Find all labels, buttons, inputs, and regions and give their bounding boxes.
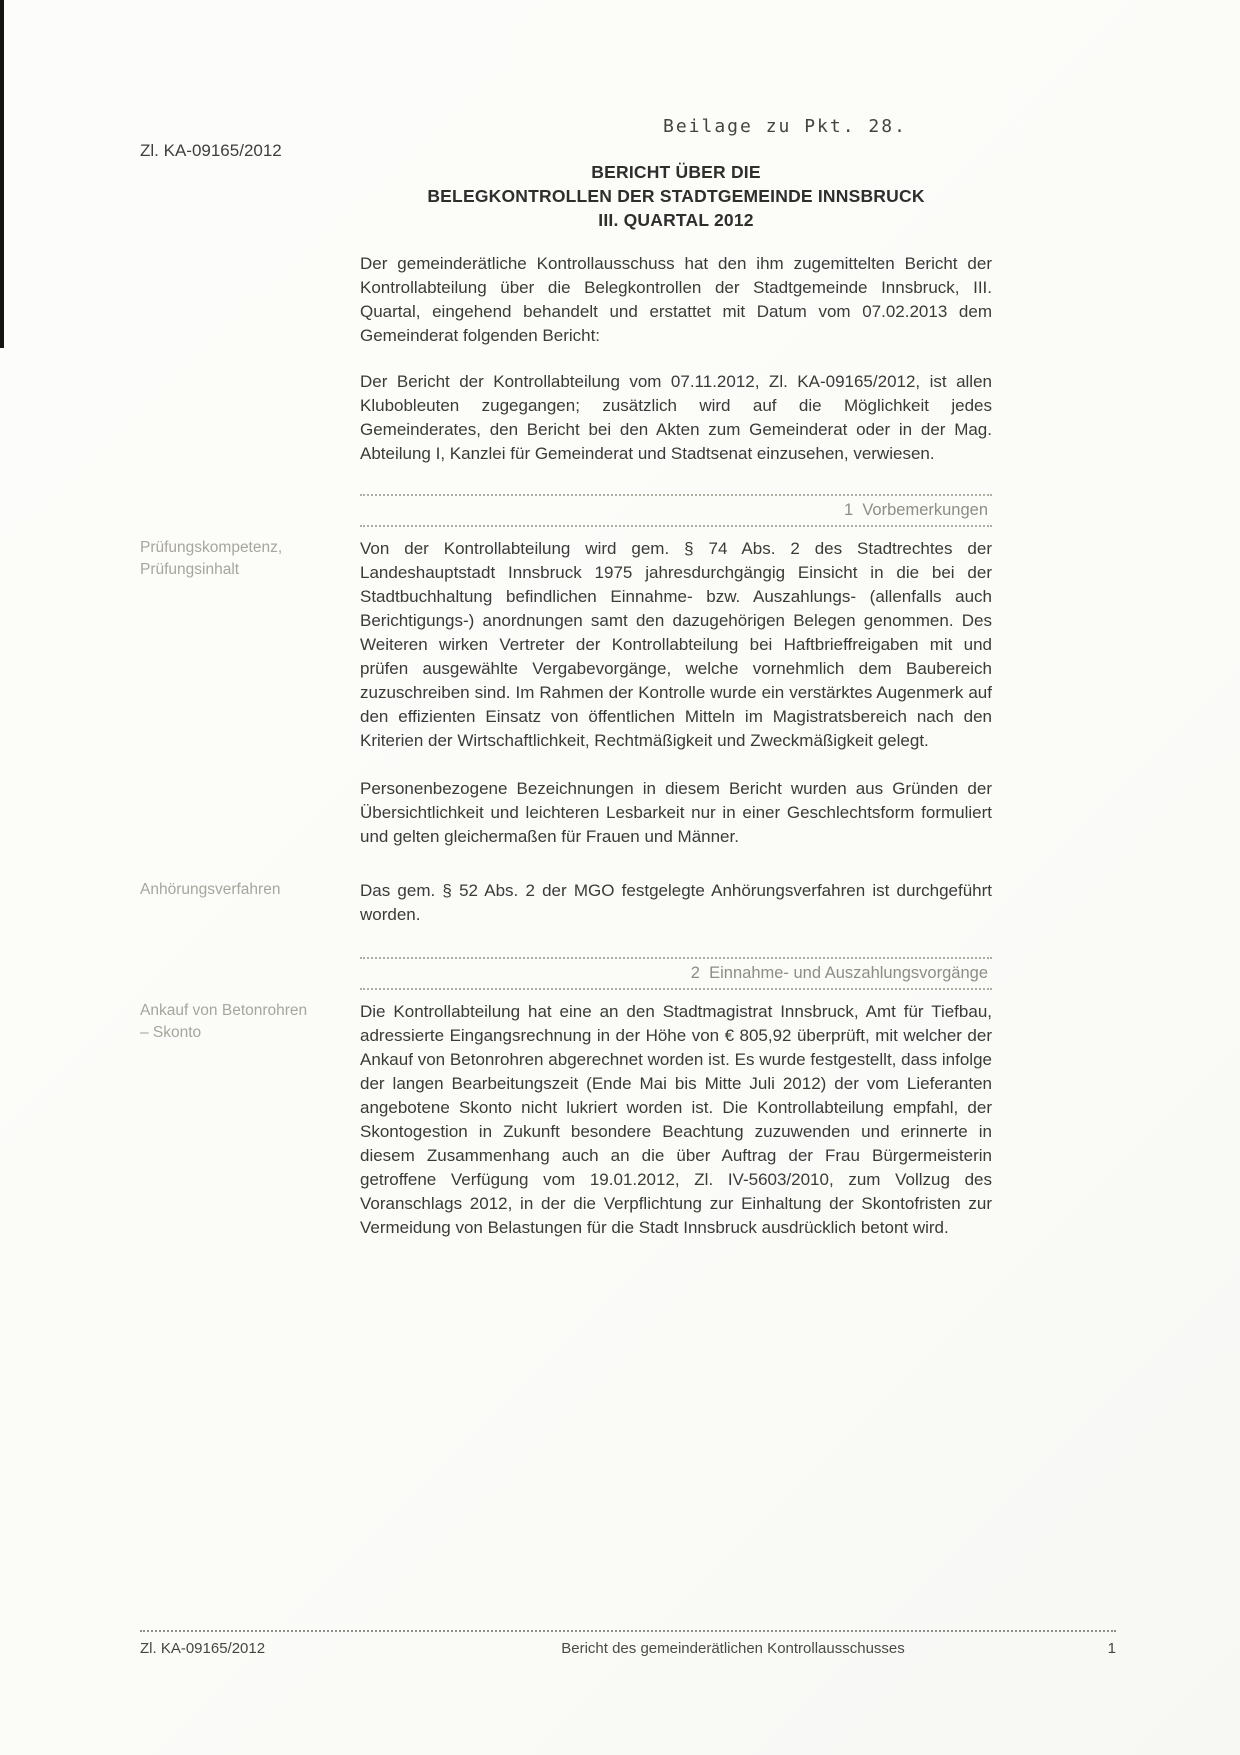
paragraph-anhoerungsverfahren: Das gem. § 52 Abs. 2 der MGO festgelegte Anhörungsverfahren ist durchgeführt worden. <box>360 881 992 924</box>
title-line-2: BELEGKONTROLLEN DER STADTGEMEINDE INNSBRUCK <box>427 186 925 206</box>
document-body <box>140 252 992 1240</box>
intro-paragraph-2: Der Bericht der Kontrollabteilung vom 07.11.2012, Zl. KA-09165/2012, ist allen Klubobleuten zugegangen; zusätzlich wird auf die Möglichkeit jedes Gemeinderates, den Bericht bei den Akten zum Gemeinderat oder in der Mag. Abteilung I, Kanzlei für Gemeinderat und Stadtsenat einzusehen, verwiesen. <box>360 372 992 463</box>
scan-artifact-line <box>0 0 4 348</box>
paragraph-betonrohren: Die Kontrollabteilung hat eine an den Stadtmagistrat Innsbruck, Amt für Tiefbau, adressierte Eingangsrechnung in der Höhe von € 805,92 überprüft, mit welcher der Ankauf von Betonrohren abgerechnet worden ist. Es wurde festgestellt, dass infolge der langen Bearbeitungszeit (Ende Mai bis Mitte Juli 2012) der vom Lieferanten angebotene Skonto nicht lukriert worden ist. Die Kontrollabteilung empfahl, der Skontogestion in Zukunft besondere Beachtung zuzuwenden und erinnerte in diesem Zusammenhang auch an die über Auftrag der Frau Bürgermeisterin getroffene Verfügung vom 19.01.2012, Zl. IV-5603/2010, zum Vollzug des Voranschlags 2012, in der die Verpflichtung zur Einhaltung der Skontofristen zur Vermeidung von Belastungen für die Stadt Innsbruck ausdrücklich betont wird. <box>360 1002 992 1237</box>
section-2-heading-text: 2 Einnahme- und Auszahlungsvorgänge <box>360 959 992 990</box>
footer-page-number: 1 <box>1107 1640 1116 1657</box>
attachment-reference: Beilage zu Pkt. 28. <box>663 116 907 137</box>
document-title <box>360 160 992 232</box>
section-1-heading <box>360 494 992 527</box>
file-reference: Zl. KA-09165/2012 <box>140 141 282 160</box>
intro-paragraph-2-row <box>140 370 992 466</box>
footer-file-reference: Zl. KA-09165/2012 <box>140 1640 266 1657</box>
title-line-3: III. QUARTAL 2012 <box>598 210 754 230</box>
footer-document-title: Bericht des gemeinderätlichen Kontrollausschusses <box>561 1640 905 1657</box>
section-2-heading-row <box>140 957 992 990</box>
paragraph-pruefungskompetenz: Von der Kontrollabteilung wird gem. § 74 Abs. 2 des Stadtrechtes der Landeshauptstadt Innsbruck 1975 jahresdurchgängig Einsicht in die bei der Stadtbuchhaltung befindlichen Einnahme- bzw. Auszahlungs- (allenfalls auch Berichtigungs-) anordnungen samt den dazugehörigen Belegen genommen. Des Weiteren wirken Vertreter der Kontrollabteilung bei Haftbrieffreigaben mit und prüfen ausgewählte Vergabevorgänge, welche vornehmlich dem Baubereich zuzuschreiben sind. Im Rahmen der Kontrolle wurde ein verstärktes Augenmerk auf den effizienten Einsatz von öffentlichen Mitteln im Magistratsbereich nach den Kriterien der Wirtschaftlichkeit, Rechtmäßigkeit und Zweckmäßigkeit gelegt. <box>360 539 992 750</box>
title-line-1: BERICHT ÜBER DIE <box>591 162 761 182</box>
anhoerungsverfahren-block <box>140 879 992 927</box>
section-1-heading-row <box>140 494 992 527</box>
betonrohren-block <box>140 1000 992 1240</box>
personenbezogene-block <box>140 777 992 849</box>
section-2-heading <box>360 957 992 990</box>
page-footer <box>140 1630 1116 1657</box>
intro-paragraph-1: Der gemeinderätliche Kontrollausschuss hat den ihm zugemittelten Bericht der Kontrollabteilung über die Belegkontrollen der Stadtgemeinde Innsbruck, III. Quartal, eingehend behandelt und erstattet mit Datum vom 07.02.2013 dem Gemeinderat folgenden Bericht: <box>360 254 992 345</box>
paragraph-personenbezogene: Personenbezogene Bezeichnungen in diesem Bericht wurden aus Gründen der Übersichtlichkeit und leichteren Lesbarkeit nur in einer Geschlechtsform formuliert und gelten gleichermaßen für Frauen und Männer. <box>360 779 992 846</box>
margin-label-anhoerungsverfahren: Anhörungsverfahren <box>140 881 281 898</box>
section-1-heading-text: 1 Vorbemerkungen <box>360 496 992 527</box>
intro-paragraph-1-row <box>140 252 992 348</box>
margin-label-ankauf-betonrohren: Ankauf von Betonrohren – Skonto <box>140 1002 308 1041</box>
pruefungskompetenz-block <box>140 537 992 753</box>
margin-label-pruefungskompetenz: Prüfungskompetenz, Prüfungsinhalt <box>140 539 283 578</box>
